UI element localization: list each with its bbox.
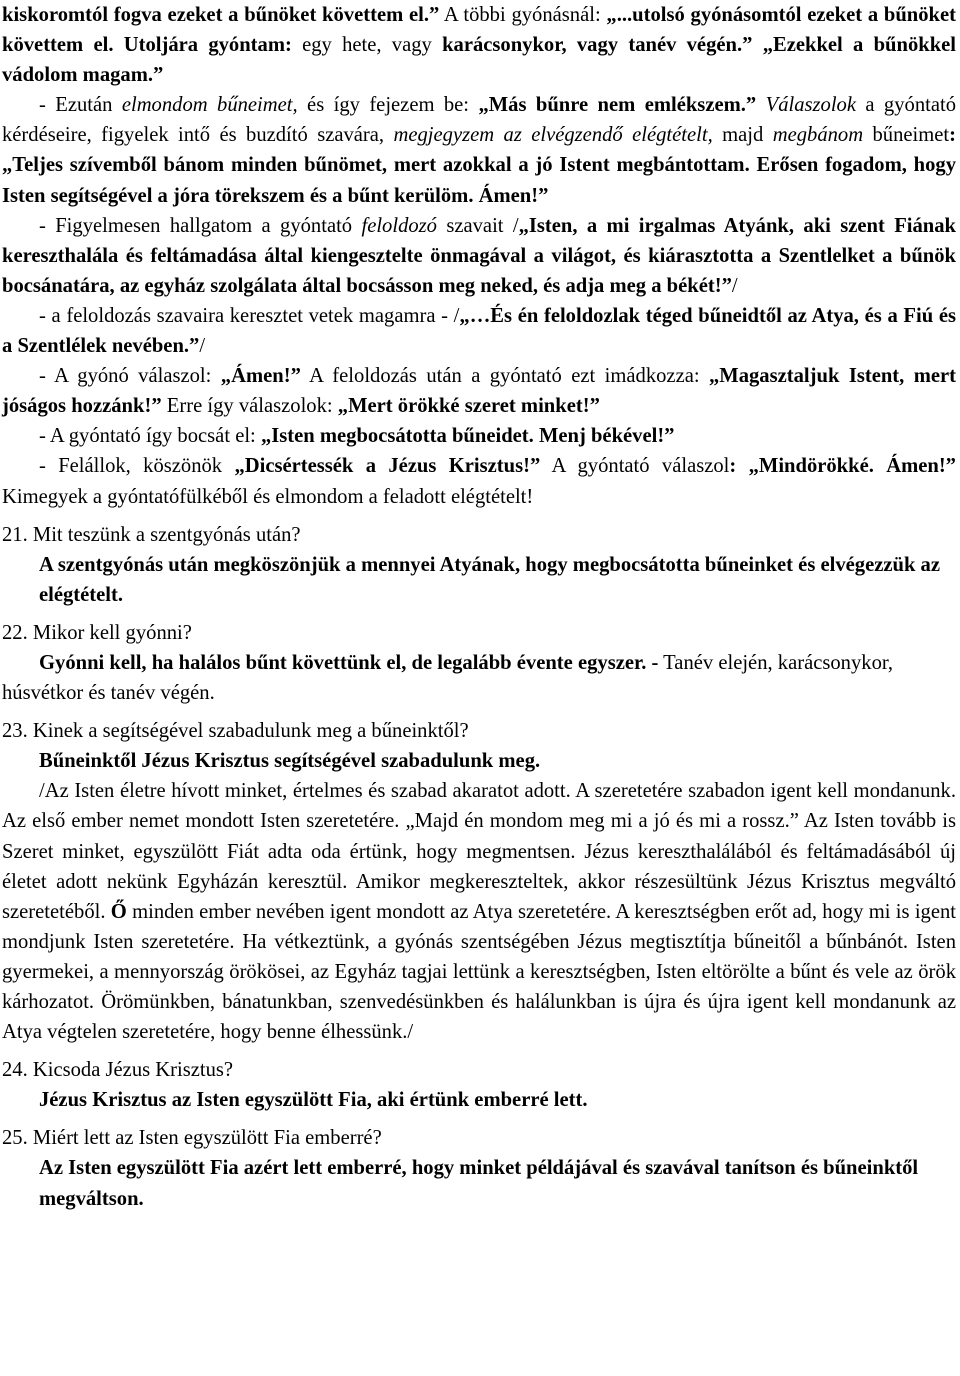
text: /Az Isten életre hívott minket, értelmes és szabad akaratot adott. A szeretetére szabadon igent kell mondanunk. Az első ember nemet mondott Isten szeretetére. „Majd én mondom meg mi a jó és mi a rossz.” Az Isten tovább is Szeret minket, egyszülött Fiát adta oda értünk, hogy megmentsen. Jézus kereszthalálából és feltámadásából új életet adott nekünk Egyházán keresztül. Amikor megkereszteltek, akkor részesültünk Jézus Krisztus megváltó szeretetéből.	[2, 780, 956, 923]
answer-25	[2, 1153, 956, 1213]
text: Kimegyek a gyóntatófülkéből és elmondom a feladott elégtételt!	[2, 485, 534, 508]
text: Tanév elején, karácsonykor, húsvétkor és tanév végén.	[2, 651, 894, 705]
closing-paragraph	[2, 451, 956, 511]
text: - A gyónó válaszol:	[39, 365, 221, 388]
italic-text: Válaszolok	[765, 94, 856, 117]
bold-text: A szentgyónás után megköszönjük a mennyei Atyának, hogy megbocsátotta bűneinket és elvégezzük az elégtételt.	[39, 553, 940, 606]
absolution-paragraph	[2, 211, 956, 301]
italic-text: feloldozó	[361, 214, 437, 237]
text: - Felállok, köszönök	[39, 455, 235, 478]
text: egy hete, vagy	[291, 34, 443, 57]
text: - Figyelmesen hallgatom a gyóntató	[39, 214, 362, 237]
text: bűneimet	[863, 124, 950, 147]
bold-text: „Mert örökké szeret minket!”	[337, 395, 600, 418]
bold-text: „Isten, a mi irgalmas Atyánk, aki szent Fiának kereszthalála és feltámadása által kiengesztelte önmagával a világot, és kiárasztotta a Szentlelket a bűnök bocsánatára, az egyház szolgálata által bocsásson meg neked, és adja meg a békét!”	[2, 214, 956, 297]
text: - Ezután	[39, 94, 122, 117]
text: /	[731, 274, 738, 297]
question-24: 24. Kicsoda Jézus Krisztus?	[2, 1059, 234, 1082]
text: minden ember nevében igent mondott az Atya szeretetére. A keresztségben erőt ad, hogy mi is igent mondjunk Isten szeretetére. Ha vétkeztünk, a gyónás szentségében Jézus megtisztítja bűneitől a bűnbánót. Isten gyermekei, a mennyország örökösei, az Egyház tagjai lettünk a keresztségben, Isten eltörölte a bűnt és vele az örök kárhozatot. Örömünkben, bánatunkban, szenvedésünkben és halálunkban is újra és újra igent kell mondanunk az Atya végtelen szeretetére, hogy benne élhessünk./	[2, 900, 956, 1044]
question-23: 23. Kinek a segítségével szabadulunk meg a bűneinktől?	[2, 720, 469, 743]
answer-23	[2, 746, 956, 776]
bold-text: „…És én feloldozlak téged bűneidtől az Atya, és a Fiú és a Szentlélek nevében.”	[2, 304, 956, 358]
text: A feloldozás után a gyóntató ezt imádkozza:	[300, 365, 709, 388]
bold-text: : „Mindörökké. Ámen!”	[729, 455, 956, 478]
bold-text: „Más bűnre nem emlékszem.”	[478, 94, 757, 117]
italic-text: megjegyzem az elvégzendő elégtételt,	[393, 124, 713, 147]
text: majd	[712, 124, 773, 147]
bold-text: Az Isten egyszülött Fia azért lett emberré, hogy minket példájával és szavával tanítson és bűneinktől megváltson.	[39, 1157, 919, 1210]
confession-paragraph	[2, 0, 956, 90]
bold-text: : „Teljes szívemből bánom minden bűnömet, mert azokkal a jó Istent megbántottam. Erősen fogadom, hogy Isten segítségével a jóra törekszem és a bűnt kerülöm. Ámen!”	[2, 124, 956, 207]
cross-paragraph	[2, 301, 956, 361]
bold-text: „Isten megbocsátotta bűneidet. Menj békével!”	[260, 425, 675, 448]
text: szavait /	[436, 214, 519, 237]
answer-21	[2, 550, 956, 610]
bold-text: „Ámen!”	[220, 365, 301, 388]
text: - a feloldozás szavaira keresztet vetek magamra - /	[39, 304, 460, 327]
question-25: 25. Miért lett az Isten egyszülött Fia emberré?	[2, 1127, 382, 1150]
question-21: 21. Mit teszünk a szentgyónás után?	[2, 523, 301, 546]
bold-text: karácsonykor, vagy tanév végén.”	[442, 34, 753, 57]
bold-text: kiskoromtól fogva ezeket a bűnöket követtem el.”	[2, 4, 440, 26]
bold-text: „Dicsértessék a Jézus Krisztus!”	[234, 455, 541, 478]
dismissal-paragraph	[2, 421, 956, 451]
text: - A gyóntató így bocsát el:	[39, 425, 261, 448]
text: a gyóntató kérdéseire, figyelek intő és buzdító szavára,	[2, 94, 957, 147]
text: Erre így válaszolok:	[161, 395, 338, 418]
text: A többi gyónásnál:	[439, 4, 607, 26]
bold-text: Jézus Krisztus az Isten egyszülött Fia, aki értünk emberré lett.	[39, 1089, 588, 1112]
explanation-23	[2, 776, 956, 1047]
text: /	[199, 335, 206, 358]
bold-text: Ő	[110, 900, 127, 923]
question-22: 22. Mikor kell gyónni?	[2, 621, 192, 644]
bold-text: „...utolsó gyónásomtól ezeket a bűnöket követtem el. Utoljára gyóntam:	[2, 4, 956, 57]
text	[752, 34, 762, 56]
amen-paragraph	[2, 361, 956, 421]
answer-24	[2, 1085, 956, 1115]
confession-steps	[2, 90, 956, 210]
bold-text: Gyónni kell, ha halálos bűnt követtünk el, de legalább évente egyszer. -	[39, 651, 659, 674]
italic-text: megbánom	[772, 124, 864, 147]
text: és így fejezem be:	[297, 94, 479, 117]
bold-text: „Magasztaljuk Istent, mert jóságos hozzánk!”	[2, 365, 957, 418]
italic-text: elmondom bűneimet,	[121, 94, 298, 117]
text: A gyóntató válaszol	[540, 455, 730, 478]
bold-text: Bűneinktől Jézus Krisztus segítségével szabadulunk meg.	[39, 750, 541, 773]
bold-text: „Ezekkel a bűnökkel vádolom magam.”	[2, 34, 957, 87]
answer-22	[2, 648, 956, 708]
